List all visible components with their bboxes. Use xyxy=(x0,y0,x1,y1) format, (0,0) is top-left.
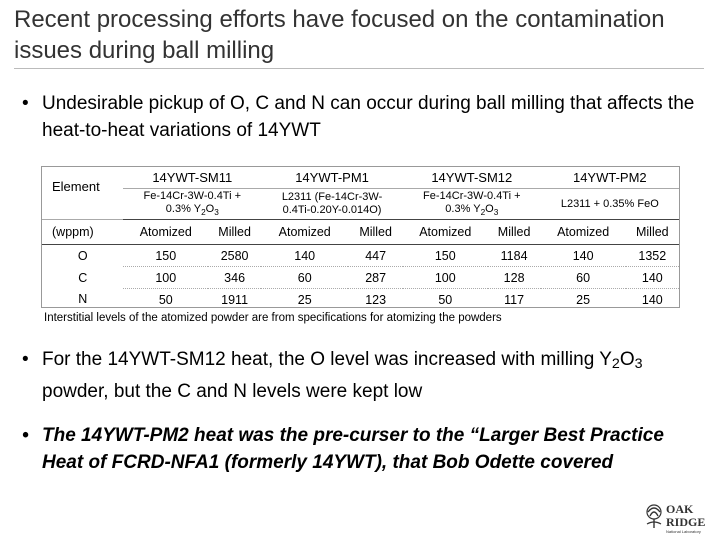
milled-label: Milled xyxy=(348,220,403,245)
value-cell: 140 xyxy=(641,292,663,307)
element-cell: O xyxy=(77,248,88,263)
table-caption: Interstitial levels of the atomized powder are from specifications for atomizing the powders xyxy=(44,312,502,324)
bullet-text: The 14YWT-PM2 heat was the pre-curser to the “Larger Best Practice Heat of FCRD-NFA1 (formerly 14YWT), that Bob Odette covered xyxy=(42,425,664,473)
heat-composition: L2311 (Fe-14Cr-3W- 0.4Ti-0.20Y-0.014O) xyxy=(261,189,403,220)
heat-name: 14YWT-PM2 xyxy=(541,167,679,189)
milled-label: Milled xyxy=(488,220,541,245)
value-cell: 1352 xyxy=(626,245,679,267)
heat-name: 14YWT-SM11 xyxy=(123,167,261,189)
value-cell: 50 xyxy=(438,292,453,307)
value-cell: 140 xyxy=(541,245,626,267)
value-cell: 346 xyxy=(208,267,261,289)
bullet-sm12 xyxy=(22,346,702,405)
value-cell: 1184 xyxy=(488,245,541,267)
bullet-dot: • xyxy=(22,93,29,114)
bullet-pm2 xyxy=(22,422,702,476)
bullet-dot: • xyxy=(22,425,29,446)
table-header-row xyxy=(42,167,679,189)
element-cell: C xyxy=(78,270,88,285)
table-subheader-row xyxy=(42,220,679,245)
value-cell: 117 xyxy=(504,292,525,307)
table-row xyxy=(42,289,679,311)
bullet-text: Undesirable pickup of O, C and N can occur during ball milling that affects the heat-to-heat variations of 14YWT xyxy=(42,93,695,141)
oak-ridge-logo xyxy=(644,500,714,536)
value-cell: 100 xyxy=(403,267,488,289)
logo-line1: OAK xyxy=(666,502,694,516)
tree-icon xyxy=(647,505,661,528)
bullet-dot: • xyxy=(22,349,29,370)
heat-composition: Fe-14Cr-3W-0.4Ti + 0.3% $Y_2O_3$ xyxy=(123,189,261,220)
value-cell: 287 xyxy=(348,267,403,289)
value-cell: 140 xyxy=(261,245,348,267)
units-label: (wppm) xyxy=(42,220,123,245)
value-cell: 100 xyxy=(123,267,208,289)
value-cell: 2580 xyxy=(208,245,261,267)
atomized-label: Atomized xyxy=(123,220,208,245)
heat-name: 14YWT-PM1 xyxy=(261,167,403,189)
value-cell: 123 xyxy=(365,292,387,307)
value-cell: 60 xyxy=(541,267,626,289)
table-composition-row xyxy=(42,189,679,220)
milled-label: Milled xyxy=(626,220,679,245)
value-cell: 150 xyxy=(123,245,208,267)
table-row xyxy=(42,245,679,267)
logo-line2: RIDGE xyxy=(666,515,706,529)
atomized-label: Atomized xyxy=(261,220,348,245)
table-row xyxy=(42,267,679,289)
value-cell: 150 xyxy=(403,245,488,267)
value-cell: 447 xyxy=(348,245,403,267)
bullet-text: For the 14YWT-SM12 heat, the O level was increased with milling $Y_2O_3$ powder, but the C and N levels were kept low xyxy=(42,349,643,402)
element-cell: N xyxy=(78,292,88,307)
heat-name: 14YWT-SM12 xyxy=(403,167,541,189)
logo-line3: National Laboratory xyxy=(666,529,701,534)
value-cell: 60 xyxy=(261,267,348,289)
value-cell: 128 xyxy=(488,267,541,289)
atomized-label: Atomized xyxy=(541,220,626,245)
value-cell: 140 xyxy=(626,267,679,289)
atomized-label: Atomized xyxy=(403,220,488,245)
composition-table xyxy=(41,166,680,308)
value-cell: 1911 xyxy=(221,292,249,307)
element-header: Element xyxy=(42,167,123,220)
slide-title: Recent processing efforts have focused on the contamination issues during ball milling xyxy=(14,4,704,69)
value-cell: 50 xyxy=(158,292,173,307)
value-cell: 25 xyxy=(297,292,312,307)
bullet-pickup xyxy=(22,90,702,144)
heat-composition: L2311 + 0.35% FeO xyxy=(541,189,679,220)
heat-composition: Fe-14Cr-3W-0.4Ti + 0.3% $Y_2O_3$ xyxy=(403,189,541,220)
value-cell: 25 xyxy=(576,292,591,307)
milled-label: Milled xyxy=(208,220,261,245)
